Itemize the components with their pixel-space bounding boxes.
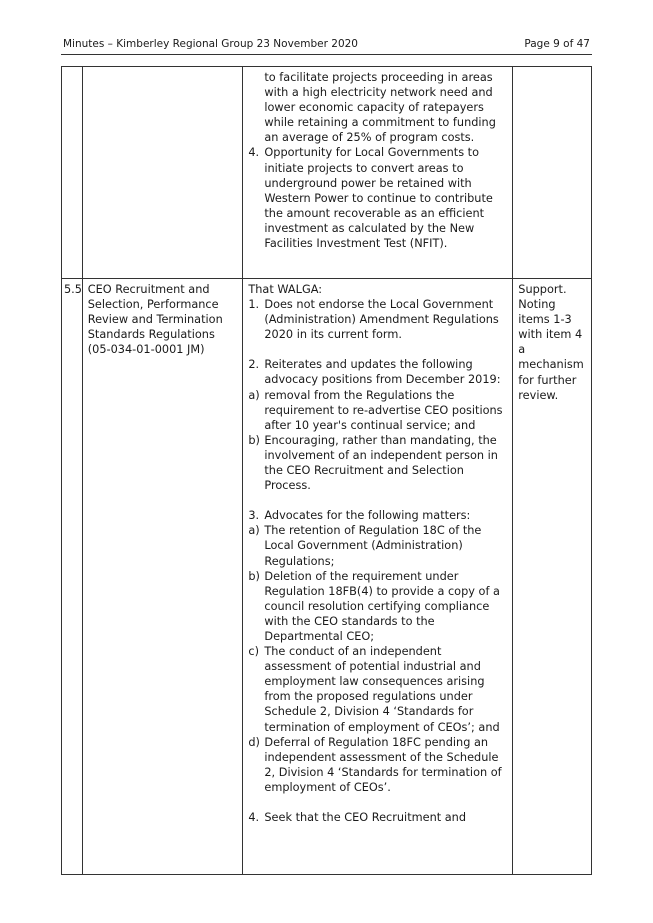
list-marker: b)	[248, 433, 260, 447]
page-header	[61, 38, 592, 55]
list-item: Advocates for the following matters:	[264, 509, 471, 523]
position-cell	[513, 67, 592, 279]
continued-text: to facilitate projects proceeding in areas with a high electricity network need and lower economic capacity of ratepayers while retaining a commitment to funding an average of 25% of program costs.	[264, 71, 496, 145]
list-marker: 3.	[248, 509, 260, 523]
position-cell: Support. Noting items 1-3 with item 4 a mechanism for further review.	[513, 279, 592, 875]
recommendation-intro: That WALGA:	[248, 283, 323, 296]
document-title: Minutes – Kimberley Regional Group 23 November 2020	[63, 38, 358, 50]
list-marker: 2.	[248, 358, 260, 372]
agenda-table	[61, 66, 592, 875]
list-marker: 1.	[248, 298, 260, 312]
list-marker: a)	[248, 524, 260, 538]
list-item: removal from the Regulations the requirement to re-advertise CEO positions after 10 year's continual service; and	[264, 388, 503, 432]
list-marker: d)	[248, 735, 260, 749]
list-item: Opportunity for Local Governments to initiate projects to convert areas to underground power be retained with Western Power to continue to contribute the amount recoverable as an efficient investment as calculated by the New Facilities Investment Test (NFIT).	[264, 146, 493, 251]
list-marker: a)	[248, 388, 260, 402]
list-marker: b)	[248, 569, 260, 583]
list-item: Seek that the CEO Recruitment and	[264, 811, 467, 824]
list-marker: c)	[248, 645, 259, 659]
list-marker: 4.	[248, 146, 260, 160]
list-item: Encouraging, rather than mandating, the involvement of an independent person in the CEO Recruitment and Selection Process.	[264, 433, 498, 493]
list-marker: 4.	[248, 811, 260, 824]
list-item: Reiterates and updates the following advocacy positions from December 2019:	[264, 358, 501, 387]
recommendation-cell	[243, 67, 513, 279]
item-number-cell: 5.5	[62, 279, 83, 875]
page-number: Page 9 of 47	[524, 38, 590, 50]
list-item: The conduct of an independent assessment of potential industrial and employment law consequences arising from the proposed regulations under Schedule 2, Division 4 ‘Standards for termination of employment of CEOs’; and	[264, 645, 500, 734]
list-item: Does not endorse the Local Government (Administration) Amendment Regulations 2020 in its current form.	[264, 298, 499, 342]
item-number-cell	[62, 67, 83, 279]
list-item: Deferral of Regulation 18FC pending an independent assessment of the Schedule 2, Division 4 ‘Standards for termination of employment of CEOs’.	[264, 735, 502, 794]
table-row	[62, 67, 592, 279]
recommendation-cell	[243, 279, 513, 875]
table-row	[62, 279, 592, 875]
subject-cell	[82, 67, 243, 279]
list-item: The retention of Regulation 18C of the Local Government (Administration) Regulations;	[264, 524, 482, 568]
subject-cell: CEO Recruitment and Selection, Performance Review and Termination Standards Regulations (05-034-01-0001 JM)	[82, 279, 243, 875]
list-item: Deletion of the requirement under Regulation 18FB(4) to provide a copy of a council resolution certifying compliance with the CEO standards to the Departmental CEO;	[264, 569, 500, 643]
